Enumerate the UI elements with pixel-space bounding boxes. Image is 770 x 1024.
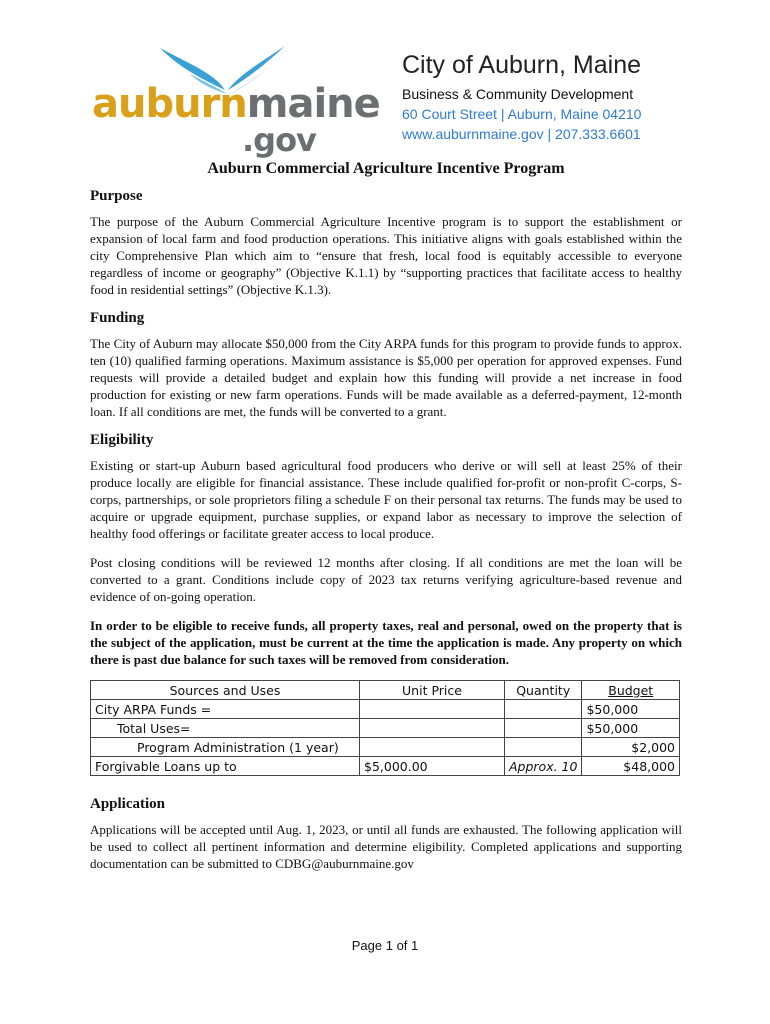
logo-gov: .gov — [242, 121, 316, 159]
table-header-row — [91, 681, 680, 700]
funding-heading: Funding — [90, 310, 145, 326]
letterhead — [402, 50, 641, 144]
eligibility-text-2: Post closing conditions will be reviewed 12 months after closing. If all conditions are met the loan will be converted to a grant. Conditions include copy of 2023 tax returns verifying agriculture-based revenue and evidence of on-going operation. — [90, 555, 682, 604]
address: 60 Court Street | Auburn, Maine 04210 — [402, 106, 642, 122]
row-quantity: Approx. 10 — [505, 757, 582, 776]
table-row — [91, 700, 680, 719]
auburn-logo — [92, 44, 380, 159]
page-number: Page 1 of 1 — [351, 938, 419, 953]
website-phone[interactable]: www.auburnmaine.gov | 207.333.6601 — [402, 126, 641, 142]
eligibility-text-1: Existing or start-up Auburn based agricultural food producers who derive or will sell at least 25% of their produce locally are eligible for financial assistance. These include qualified for-profit or non-profit C-corps, S-corps, partnerships, or sole proprietors filing a schedule F on their personal tax returns. The funds may be used to acquire or upgrade equipment, purchase supplies, or expand labor as necessary to improve the selection of healthy food offerings or facilitate greater access to local produce. — [90, 458, 682, 541]
table-row — [91, 719, 680, 738]
row-unit-price — [360, 700, 505, 719]
row-quantity — [505, 719, 582, 738]
eligibility-tax-notice: In order to be eligible to receive funds, all property taxes, real and personal, owed on the property that is the subject of the application, must be current at the time the application is made. Any property on which there is past due balance for such taxes will be removed from consideration. — [90, 618, 682, 667]
document-body — [90, 160, 682, 884]
department-name: Business & Community Development — [402, 86, 634, 102]
row-unit-price — [360, 738, 505, 757]
row-label: Forgivable Loans up to — [91, 757, 360, 776]
header-quantity: Quantity — [505, 681, 582, 700]
funding-text: The City of Auburn may allocate $50,000 from the City ARPA funds for this program to provide funds to approx. ten (10) qualified farming operations. Maximum assistance is $5,000 per operation for approved expenses. Fund requests will provide a detailed budget and explain how this funding will provide a net increase in food production for existing or new farm operations. Funds will be made available as a deferred-payment, 12-month loan. If all conditions are met, the funds will be converted to a grant. — [90, 336, 682, 419]
row-label: Program Administration (1 year) — [91, 738, 360, 757]
row-label: City ARPA Funds = — [91, 700, 360, 719]
city-name: City of Auburn, Maine — [402, 51, 642, 79]
header-unit-price: Unit Price — [360, 681, 505, 700]
purpose-text: The purpose of the Auburn Commercial Agriculture Incentive program is to support the establishment or expansion of local farm and food production operations. This initiative aligns with goals established within the city Comprehensive Plan which aim to “ensure that fresh, local food is equitably accessible to everyone regardless of income or geography” (Objective K.1.1) by “supporting practices that facilitate access to healthy food in residential settings” (Objective K.1.3). — [90, 214, 682, 297]
budget-table — [90, 680, 680, 776]
row-budget: $48,000 — [582, 757, 680, 776]
row-unit-price: $5,000.00 — [360, 757, 505, 776]
table-row — [91, 757, 680, 776]
row-budget: $50,000 — [582, 719, 680, 738]
row-budget: $2,000 — [582, 738, 680, 757]
row-quantity — [505, 700, 582, 719]
header-budget: Budget — [582, 681, 680, 700]
document-title: Auburn Commercial Agriculture Incentive Program — [207, 160, 565, 177]
application-text: Applications will be accepted until Aug. 1, 2023, or until all funds are exhausted. The following application will be used to collect all pertinent information and determine eligibility. Completed applications and supporting documentation can be submitted to CDBG@auburnmaine.gov — [90, 822, 682, 871]
eligibility-heading: Eligibility — [90, 432, 154, 448]
table-row — [91, 738, 680, 757]
row-label: Total Uses= — [91, 719, 360, 738]
row-budget: $50,000 — [582, 700, 680, 719]
application-heading: Application — [90, 796, 166, 812]
row-quantity — [505, 738, 582, 757]
purpose-heading: Purpose — [90, 188, 143, 204]
header-sources-uses: Sources and Uses — [91, 681, 360, 700]
logo-wordmark: auburnmaine — [92, 81, 380, 127]
row-unit-price — [360, 719, 505, 738]
